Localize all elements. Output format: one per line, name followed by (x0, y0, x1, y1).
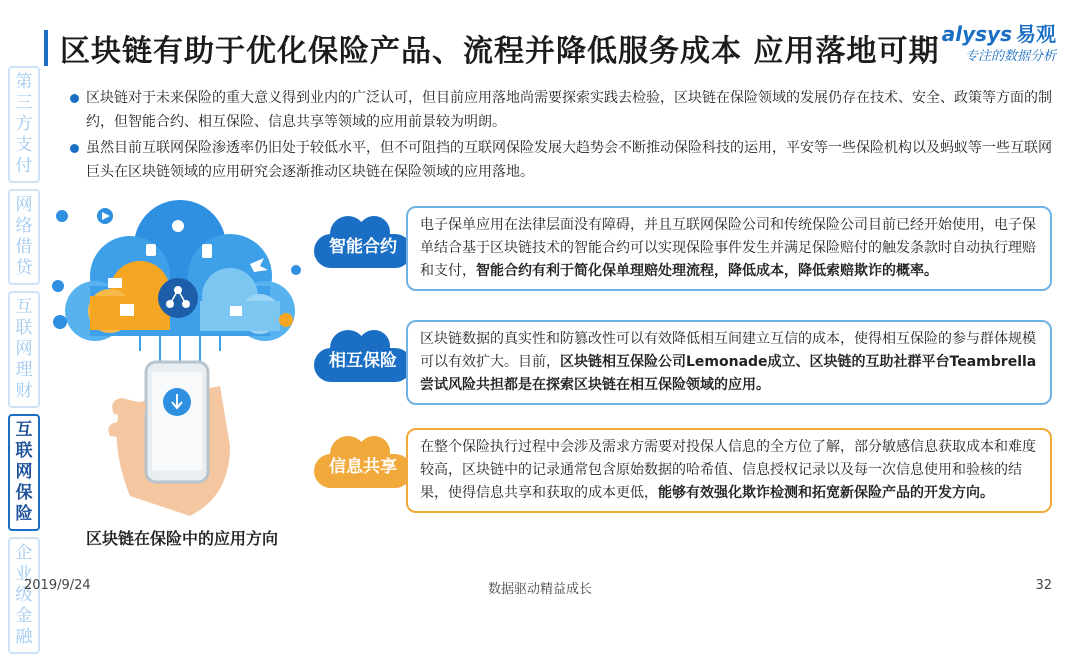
logo-subtitle: 专注的数据分析 (964, 49, 1056, 64)
sidenav-label: 互联网保险 (15, 420, 33, 524)
logo-cn: 易观 (1016, 22, 1056, 46)
bullet-text: 虽然目前互联网保险渗透率仍旧处于较低水平，但不可阻挡的互联网保险发展大趋势会不断推动保险科技的运用，平安等一些保险机构以及蚂蚁等一些互联网巨头在区块链领域的应用研究会逐渐推动区块链在保险领域的应用落地。 (86, 140, 1052, 180)
sidenav-item-p2p-lending[interactable] (8, 189, 40, 285)
tag-mutual-insurance (308, 326, 418, 388)
section-bold-text: 区块链相互保险公司Lemonade成立、区块链的互助社群平台Teambrella尝试风险共担都是在探索区块链在相互保险领域的应用。 (420, 354, 1037, 393)
blockchain-insurance-illustration (50, 186, 310, 516)
headset-icon (56, 210, 68, 222)
logo-text: alysys (941, 22, 1012, 46)
tag-label: 智能合约 (329, 237, 397, 257)
section-text: 区块链数据的真实性和防篡改性可以有效降低相互间建立互信的成本，使得相互保险的参与群体规模可以有效扩大。目前， (420, 331, 1036, 370)
book-icon (120, 304, 134, 316)
sidenav-label: 互联网理财 (15, 297, 33, 401)
sidenav-item-wealth-management[interactable] (8, 291, 40, 408)
section-bold-text: 智能合约有利于简化保单理赔处理流程，降低成本，降低索赔欺诈的概率。 (476, 263, 938, 279)
tag-info-sharing (308, 432, 418, 494)
sidenav-item-third-party-payment[interactable] (8, 66, 40, 183)
network-hub-icon (158, 278, 198, 318)
sidenav-item-insurance[interactable] (8, 414, 40, 531)
dot-icon (291, 265, 301, 275)
intro-bullets (68, 86, 1058, 186)
hand-holding-phone-icon (108, 362, 230, 516)
section-text: 电子保单应用在法律层面没有障碍，并且互联网保险公司和传统保险公司目前已经开始使用，电子保单结合基于区块链技术的智能合约可以实现保险事件发生并满足保险赔付的触发条款时自动执行理赔和支付， (420, 217, 1036, 279)
cloud-phone-graphic (50, 186, 310, 516)
illustration-caption: 区块链在保险中的应用方向 (86, 529, 279, 548)
page-title: 区块链有助于优化保险产品、流程并降低服务成本 应用落地可期 (60, 34, 940, 69)
bullet-dot-icon (70, 144, 79, 153)
side-navigation (8, 66, 44, 660)
cloud-small-icon (52, 280, 64, 292)
section-box-info-sharing (406, 428, 1052, 513)
phone-icon (146, 244, 156, 256)
mobile-icon (202, 244, 212, 258)
tag-label: 信息共享 (329, 457, 397, 477)
sidenav-label: 网络借贷 (15, 195, 33, 278)
section-box-mutual-insurance (406, 320, 1052, 405)
cup-icon (230, 306, 242, 316)
tag-smart-contract (308, 212, 418, 274)
bullet-text: 区块链对于未来保险的重大意义得到业内的广泛认可，但目前应用落地尚需要探索实践去检验，区块链在保险领域的发展仍存在技术、安全、政策等方面的制约，但智能合约、相互保险、信息共享等领域的应用前景较为明朗。 (86, 90, 1052, 130)
bullet-item (68, 86, 1058, 134)
sidenav-label: 企业级金融 (15, 543, 33, 647)
section-text: 在整个保险执行过程中会涉及需求方需要对投保人信息的全方位了解，部分敏感信息获取成本和难度较高，区块链中的记录通常包含原始数据的哈希值、信息授权记录以及每一次信息使用和验核的结果，使得信息共享和获取的成本更低， (420, 439, 1036, 501)
bullet-item (68, 136, 1058, 184)
tag-label: 相互保险 (329, 351, 397, 371)
analysys-logo (942, 18, 1056, 64)
bullet-dot-icon (70, 94, 79, 103)
cart-icon (108, 278, 122, 288)
page-number: 32 (1035, 578, 1052, 593)
gear-icon (172, 220, 184, 232)
footer-slogan: 数据驱动精益成长 (487, 582, 592, 597)
camera-icon (53, 315, 67, 329)
footer-date: 2019/9/24 (24, 578, 91, 593)
section-bold-text: 能够有效强化欺诈检测和拓宽新保险产品的开发方向。 (658, 485, 994, 501)
sidenav-label: 第三方支付 (15, 72, 33, 176)
section-box-smart-contract (406, 206, 1052, 291)
title-accent-bar (44, 30, 48, 66)
connector-lines (140, 336, 220, 361)
wifi-icon (279, 313, 293, 327)
